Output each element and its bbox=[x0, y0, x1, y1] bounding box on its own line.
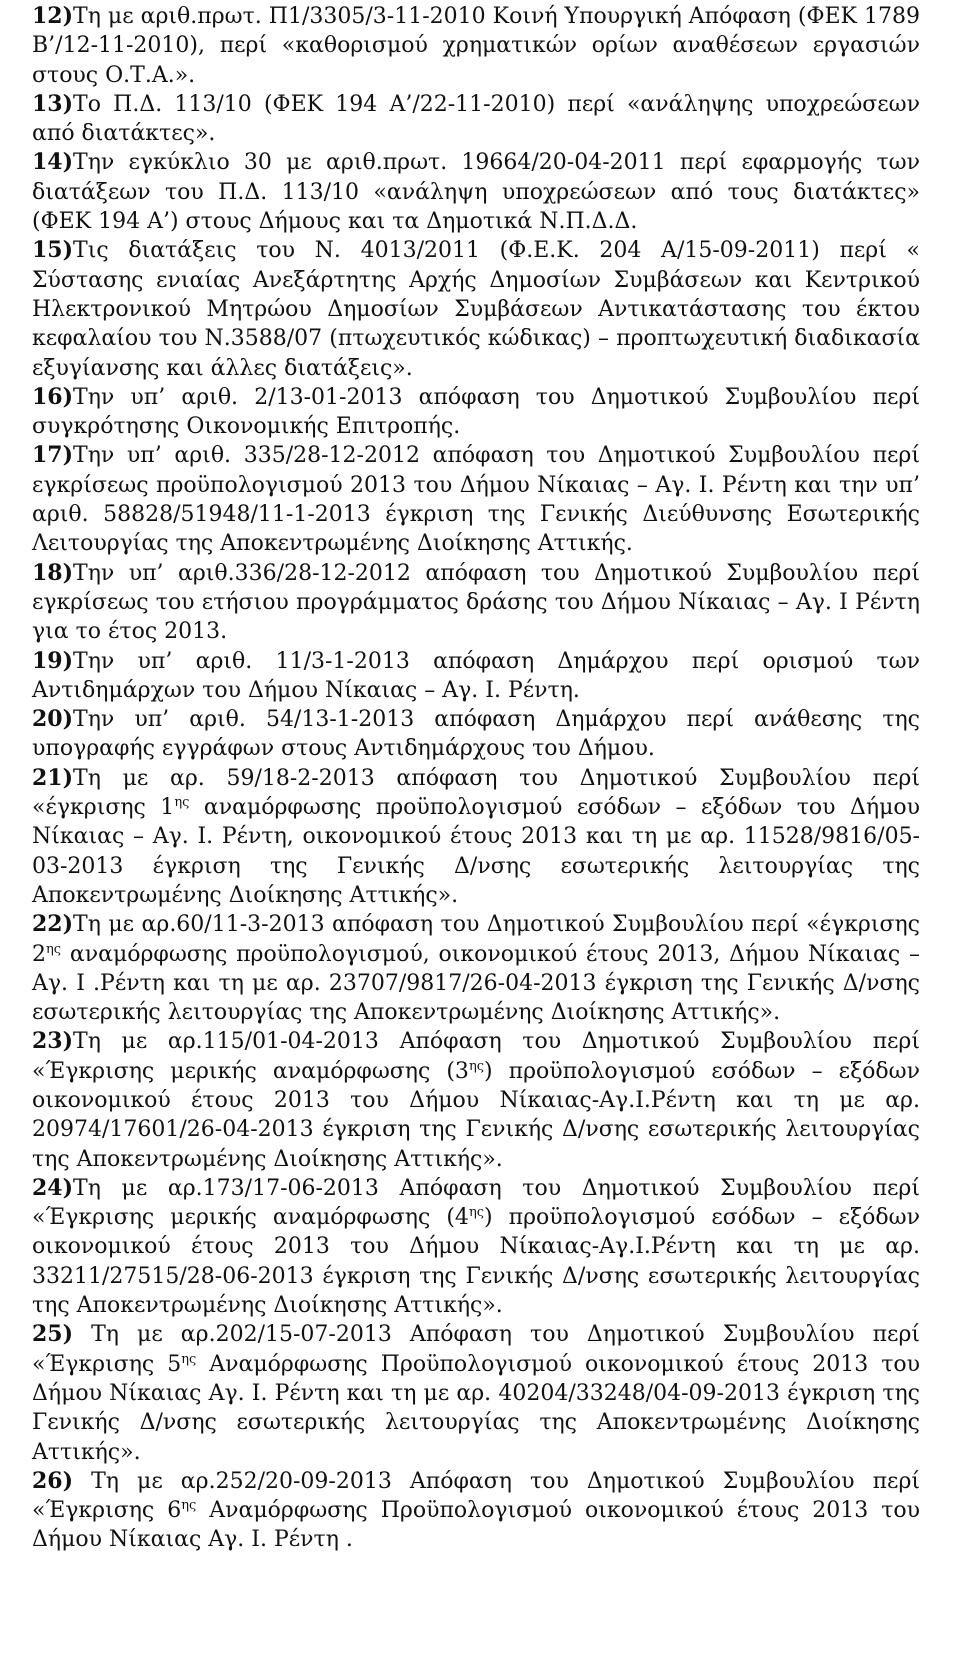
paragraph-text-continued: αναμόρφωσης προϋπολογισμού εσόδων – εξόδων του Δήμου Νίκαιας – Αγ. Ι. Ρέντη, οικονομικού έτους 2013 και τη με αρ. 11528/9816/05-03-2013 έγκριση της Γενικής Δ/νσης εσωτερικής λειτουργίας της Αποκεντρωμένης Διοίκησης Αττικής». bbox=[32, 795, 921, 908]
paragraph-text: Τη με αρ.60/11-3-2013 απόφαση του Δημοτικού Συμβουλίου περί «έγκρισης 2 bbox=[32, 912, 920, 967]
ordinal-suffix: ης bbox=[468, 1205, 485, 1221]
paragraph-text: Την υπ’ αριθ. 335/28-12-2012 απόφαση του Δημοτικού Συμβουλίου περί εγκρίσεως προϋπολογισμού 2013 του Δήμου Νίκαιας – Αγ. Ι. Ρέντη και την υπ’ αριθ. 58828/51948/11-1-2013 έγκριση της Γενικής Διεύθυνσης Εσωτερικής Λειτουργίας της Αποκεντρωμένης Διοίκησης Αττικής. bbox=[32, 443, 920, 557]
paragraph-14 bbox=[32, 148, 920, 236]
paragraph-21 bbox=[32, 764, 920, 910]
item-number: 18) bbox=[32, 559, 74, 586]
paragraph-text-continued: ) προϋπολογισμού εσόδων – εξόδων οικονομικού έτους 2013 του Δήμου Νίκαιας-Αγ.Ι.Ρέντη και τη με αρ. 33211/27515/28-06-2013 έγκριση της Γενικής Δ/νσης εσωτερικής λειτουργίας της Αποκεντρωμένης Διοίκησης Αττικής». bbox=[32, 1205, 920, 1319]
paragraph-24 bbox=[32, 1174, 920, 1320]
paragraph-text: Τις διατάξεις του Ν. 4013/2011 (Φ.Ε.Κ. 204 Α/15-09-2011) περί « Σύστασης ενιαίας Ανεξάρτητης Αρχής Δημοσίων Συμβάσεων και Κεντρικού Ηλεκτρονικού Μητρώου Δημοσίων Συμβάσεων Αντικατάστασης του έκτου κεφαλαίου του Ν.3588/07 (πτωχευτικός κώδικας) – προπτωχευτική διαδικασία εξυγίανσης και άλλες διατάξεις». bbox=[32, 238, 920, 381]
ordinal-suffix: ης bbox=[181, 1351, 197, 1367]
paragraph-16 bbox=[32, 383, 920, 442]
paragraph-text-continued: αναμόρφωσης προϋπολογισμού, οικονομικού έτους 2013, Δήμου Νίκαιας – Αγ. Ι .Ρέντη και τη με αρ. 23707/9817/26-04-2013 έγκριση της Γενικής Δ/νσης εσωτερικής λειτουργίας της Αποκεντρωμένης Διοίκησης Αττικής». bbox=[32, 941, 920, 1026]
paragraph-18 bbox=[32, 559, 920, 647]
paragraph-15 bbox=[32, 236, 920, 382]
paragraph-text: Την υπ’ αριθ.336/28-12-2012 απόφαση του Δημοτικού Συμβουλίου περί εγκρίσεως του ετήσιου προγράμματος δράσης του Δήμου Νίκαιας – Αγ. Ι Ρέντη για το έτος 2013. bbox=[32, 560, 920, 645]
paragraph-text: Τη με αριθ.πρωτ. Π1/3305/3-11-2010 Κοινή Υπουργική Απόφαση (ΦΕΚ 1789 Β’/12-11-2010), περί «καθορισμού χρηματικών ορίων αναθέσεων εργασιών στους Ο.Τ.Α.». bbox=[32, 4, 920, 88]
item-number: 17) bbox=[32, 442, 74, 469]
paragraph-text: Την υπ’ αριθ. 11/3-1-2013 απόφαση Δημάρχου περί ορισμού των Αντιδημάρχων του Δήμου Νίκαιας – Αγ. Ι. Ρέντη. bbox=[32, 648, 920, 703]
paragraph-23 bbox=[32, 1027, 920, 1173]
ordinal-suffix: ης bbox=[468, 1058, 485, 1074]
paragraph-13 bbox=[32, 90, 920, 149]
item-number: 12) bbox=[32, 3, 74, 29]
item-number: 14) bbox=[32, 149, 74, 176]
paragraph-25 bbox=[32, 1320, 920, 1466]
paragraph-text: Τη με αρ.173/17-06-2013 Απόφαση του Δημοτικού Συμβουλίου περί «Έγκρισης μερικής αναμόρφωσης (4 bbox=[32, 1175, 920, 1231]
item-number: 20) bbox=[32, 706, 74, 733]
paragraph-text: Τη με αρ. 59/18-2-2013 απόφαση του Δημοτικού Συμβουλίου περί «έγκρισης 1 bbox=[32, 765, 920, 821]
ordinal-suffix: ης bbox=[181, 1498, 197, 1514]
item-number: 19) bbox=[32, 647, 74, 674]
paragraph-text-continued: ) προϋπολογισμού εσόδων – εξόδων οικονομικού έτους 2013 του Δήμου Νίκαιας-Αγ.Ι.Ρέντη και τη με αρ. 20974/17601/26-04-2013 έγκριση της Γενικής Δ/νσης εσωτερικής λειτουργίας της Αποκεντρωμένης Διοίκησης Αττικής». bbox=[32, 1058, 920, 1172]
paragraph-text: Την υπ’ αριθ. 54/13-1-2013 απόφαση Δημάρχου περί ανάθεσης της υπογραφής εγγράφων στους Αντιδημάρχους του Δήμου. bbox=[32, 707, 920, 762]
item-number: 16) bbox=[32, 383, 74, 410]
paragraph-text-continued: Αναμόρφωσης Προϋπολογισμού οικονομικού έτους 2013 του Δήμου Νίκαιας Αγ. Ι. Ρέντη . bbox=[32, 1498, 920, 1553]
ordinal-suffix: ης bbox=[174, 795, 190, 811]
paragraph-text-continued: Αναμόρφωσης Προϋπολογισμού οικονομικού έτους 2013 του Δήμου Νίκαιας Αγ. Ι. Ρέντη και τη με αρ. 40204/33248/04-09-2013 έγκριση της Γενικής Δ/νσης εσωτερικής λειτουργίας της Αποκεντρωμένης Διοίκησης Αττικής». bbox=[32, 1351, 920, 1465]
item-number: 13) bbox=[32, 90, 74, 117]
item-number: 21) bbox=[32, 764, 74, 791]
paragraph-26 bbox=[32, 1467, 920, 1555]
paragraph-20 bbox=[32, 705, 920, 764]
item-number: 26) bbox=[32, 1467, 74, 1494]
item-number: 24) bbox=[32, 1174, 74, 1201]
paragraph-text: Την εγκύκλιο 30 με αριθ.πρωτ. 19664/20-04-2011 περί εφαρμογής των διατάξεων του Π.Δ. 113/10 «ανάληψη υποχρεώσεων από τους διατάκτες» (ΦΕΚ 194 Α’) στους Δήμους και τα Δημοτικά Ν.Π.Δ.Δ. bbox=[32, 150, 920, 235]
paragraph-text: Τη με αρ.252/20-09-2013 Απόφαση του Δημοτικού Συμβουλίου περί «Έγκρισης 6 bbox=[32, 1468, 920, 1524]
paragraph-19 bbox=[32, 647, 920, 706]
item-number: 23) bbox=[32, 1028, 74, 1055]
paragraph-17 bbox=[32, 441, 920, 558]
paragraph-text: Τη με αρ.115/01-04-2013 Απόφαση του Δημοτικού Συμβουλίου περί «Έγκρισης μερικής αναμόρφωσης (3 bbox=[32, 1029, 920, 1084]
paragraph-12 bbox=[32, 2, 920, 90]
paragraph-text: Το Π.Δ. 113/10 (ΦΕΚ 194 Α’/22-11-2010) περί «ανάληψης υποχρεώσεων από διατάκτες». bbox=[32, 91, 920, 147]
paragraph-text: Τη με αρ.202/15-07-2013 Απόφαση του Δημοτικού Συμβουλίου περί «Έγκρισης 5 bbox=[32, 1322, 920, 1377]
item-number: 22) bbox=[32, 911, 74, 938]
item-number: 25) bbox=[32, 1321, 74, 1348]
item-number: 15) bbox=[32, 237, 74, 264]
ordinal-suffix: ης bbox=[46, 941, 62, 957]
paragraph-text: Την υπ’ αριθ. 2/13-01-2013 απόφαση του Δημοτικού Συμβουλίου περί συγκρότησης Οικονομικής Επιτροπής. bbox=[32, 384, 920, 440]
paragraph-22 bbox=[32, 910, 920, 1027]
